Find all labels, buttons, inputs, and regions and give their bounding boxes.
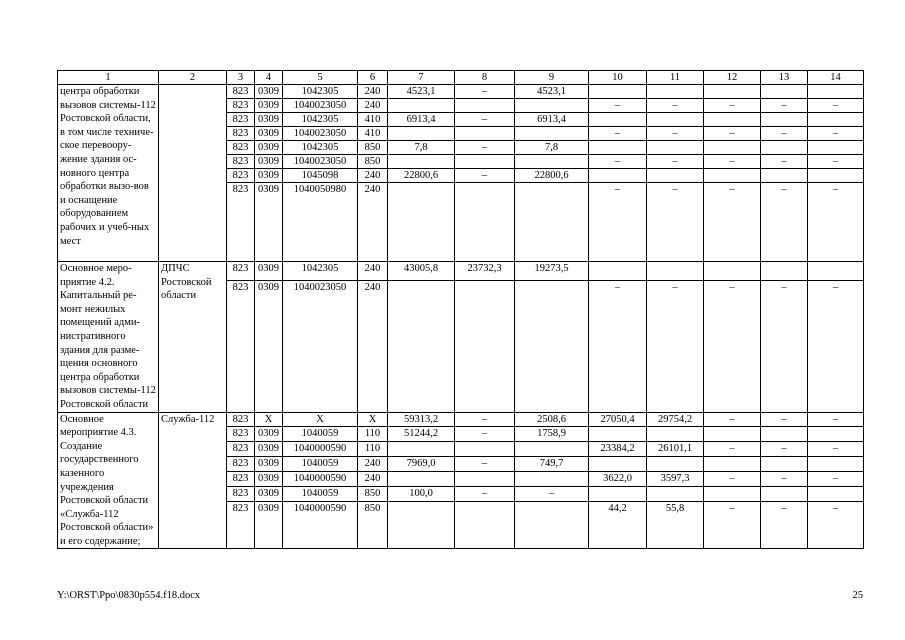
table-cell: 26101,1 xyxy=(647,442,704,457)
table-cell: 850 xyxy=(358,155,388,169)
table-cell: 0309 xyxy=(255,427,283,442)
table-cell: 0309 xyxy=(255,155,283,169)
table-cell: 1040023050 xyxy=(283,99,358,113)
table-cell: – xyxy=(704,412,761,427)
table-cell: 3622,0 xyxy=(589,471,647,486)
table-cell: 240 xyxy=(358,281,388,412)
table-cell xyxy=(589,486,647,501)
table-cell: 240 xyxy=(358,169,388,183)
column-header: 5 xyxy=(283,71,358,85)
table-cell: – xyxy=(704,501,761,549)
table-cell: 1040000590 xyxy=(283,501,358,549)
table-cell: 1040000590 xyxy=(283,471,358,486)
column-header: 14 xyxy=(808,71,864,85)
table-cell: – xyxy=(808,127,864,141)
table-cell: 110 xyxy=(358,427,388,442)
table-cell xyxy=(704,113,761,127)
table-cell: – xyxy=(761,501,808,549)
column-header: 6 xyxy=(358,71,388,85)
table-cell xyxy=(388,183,455,262)
table-cell: 7969,0 xyxy=(388,457,455,472)
table-cell: – xyxy=(808,471,864,486)
table-cell: 43005,8 xyxy=(388,262,455,281)
table-cell: – xyxy=(455,141,515,155)
table-cell xyxy=(455,183,515,262)
table-cell xyxy=(589,169,647,183)
table-cell xyxy=(704,85,761,99)
table-cell xyxy=(589,427,647,442)
table-row xyxy=(58,412,864,427)
table-cell: – xyxy=(515,486,589,501)
table-cell: 22800,6 xyxy=(515,169,589,183)
table-cell: 0309 xyxy=(255,501,283,549)
table-cell xyxy=(515,442,589,457)
responsible-executor: ДПЧС Ростовской области xyxy=(159,262,227,413)
table-cell: – xyxy=(589,155,647,169)
table-cell xyxy=(704,141,761,155)
table-cell xyxy=(515,127,589,141)
table-cell xyxy=(515,99,589,113)
table-cell xyxy=(455,155,515,169)
document-path: Y:\ORST\Ppo\0830p554.f18.docx xyxy=(57,590,201,601)
responsible-executor: Служба-112 xyxy=(159,412,227,549)
table-cell xyxy=(761,262,808,281)
table-body xyxy=(58,71,864,549)
table-cell: – xyxy=(761,127,808,141)
table-cell: – xyxy=(761,183,808,262)
table-cell: 6913,4 xyxy=(515,113,589,127)
table-cell xyxy=(455,99,515,113)
table-cell xyxy=(808,486,864,501)
table-cell: 0309 xyxy=(255,127,283,141)
table-cell: – xyxy=(704,281,761,412)
header-row xyxy=(58,71,864,85)
table-cell xyxy=(808,141,864,155)
table-cell xyxy=(455,442,515,457)
table-cell: 850 xyxy=(358,486,388,501)
table-cell: 0309 xyxy=(255,85,283,99)
measure-description: центра обработки вызовов системы-112 Ростовской области, в том числе техниче-ское перевоору-жение здания ос-новного центра обработки вызо-вов и оснащение оборудованием рабочих и учеб-ных мест xyxy=(58,85,159,262)
table-cell: – xyxy=(704,442,761,457)
table-cell xyxy=(761,169,808,183)
table-cell: 823 xyxy=(227,427,255,442)
table-cell: 110 xyxy=(358,442,388,457)
table-cell: – xyxy=(761,442,808,457)
table-cell: 749,7 xyxy=(515,457,589,472)
table-cell: 1042305 xyxy=(283,113,358,127)
table-cell: 0309 xyxy=(255,442,283,457)
table-cell: – xyxy=(589,183,647,262)
table-cell: 823 xyxy=(227,501,255,549)
table-cell xyxy=(761,427,808,442)
table-cell: – xyxy=(808,99,864,113)
table-cell xyxy=(589,141,647,155)
table-cell: 22800,6 xyxy=(388,169,455,183)
table-cell: 0309 xyxy=(255,457,283,472)
table-cell xyxy=(704,486,761,501)
table-cell: 1042305 xyxy=(283,85,358,99)
table-cell: – xyxy=(455,486,515,501)
table-cell: 240 xyxy=(358,85,388,99)
table-cell: X xyxy=(255,412,283,427)
table-cell xyxy=(388,99,455,113)
table-cell: 823 xyxy=(227,99,255,113)
table-cell xyxy=(388,155,455,169)
column-header: 13 xyxy=(761,71,808,85)
measure-description: Основное мероприятие 4.3. Создание государственного казенного учреждения Ростовской области «Служба-112 Ростовской области» и его содержание; xyxy=(58,412,159,549)
table-cell: 240 xyxy=(358,99,388,113)
table-cell: 823 xyxy=(227,155,255,169)
table-cell: – xyxy=(704,155,761,169)
table-cell xyxy=(808,457,864,472)
table-cell: 51244,2 xyxy=(388,427,455,442)
table-cell: 7,8 xyxy=(388,141,455,155)
column-header: 1 xyxy=(58,71,159,85)
table-cell: 1040000590 xyxy=(283,442,358,457)
table-cell: – xyxy=(455,85,515,99)
table-cell: 850 xyxy=(358,501,388,549)
table-cell: 59313,2 xyxy=(388,412,455,427)
table-cell: 240 xyxy=(358,471,388,486)
table-cell xyxy=(388,281,455,412)
table-cell: 240 xyxy=(358,457,388,472)
table-cell xyxy=(647,141,704,155)
table-cell xyxy=(388,501,455,549)
table-cell: 823 xyxy=(227,262,255,281)
table-cell: 0309 xyxy=(255,281,283,412)
table-cell: 823 xyxy=(227,442,255,457)
table-cell: 823 xyxy=(227,113,255,127)
table-cell: 823 xyxy=(227,281,255,412)
page-number: 25 xyxy=(852,590,863,601)
table-cell xyxy=(515,471,589,486)
table-cell: 19273,5 xyxy=(515,262,589,281)
table-cell: 23384,2 xyxy=(589,442,647,457)
table-cell: – xyxy=(704,471,761,486)
column-header: 10 xyxy=(589,71,647,85)
table-cell: 23732,3 xyxy=(455,262,515,281)
table-cell: – xyxy=(761,155,808,169)
table-cell: – xyxy=(808,183,864,262)
table-cell xyxy=(761,141,808,155)
table-cell xyxy=(704,427,761,442)
table-cell: 0309 xyxy=(255,471,283,486)
table-cell: 0309 xyxy=(255,486,283,501)
table-cell xyxy=(647,427,704,442)
table-cell: – xyxy=(704,183,761,262)
table-cell: 1040023050 xyxy=(283,127,358,141)
column-header: 12 xyxy=(704,71,761,85)
table-cell: 1040059 xyxy=(283,427,358,442)
table-cell: 823 xyxy=(227,486,255,501)
table-cell: 240 xyxy=(358,183,388,262)
table-cell: – xyxy=(704,99,761,113)
table-cell: 0309 xyxy=(255,99,283,113)
table-cell: – xyxy=(589,127,647,141)
table-cell: 0309 xyxy=(255,141,283,155)
table-cell xyxy=(761,486,808,501)
column-header: 9 xyxy=(515,71,589,85)
table-cell: 1042305 xyxy=(283,262,358,281)
table-cell xyxy=(589,113,647,127)
measure-description: Основное меро-приятие 4.2. Капитальный ре-монт нежилых помещений адми-нистративного здания для разме-щения основного центра обработки вызовов системы-112 Ростовской области xyxy=(58,262,159,413)
table-cell xyxy=(647,486,704,501)
table-cell: 823 xyxy=(227,457,255,472)
table-cell: – xyxy=(589,281,647,412)
table-cell: 3597,3 xyxy=(647,471,704,486)
table-cell xyxy=(388,471,455,486)
table-cell xyxy=(761,457,808,472)
table-cell: 7,8 xyxy=(515,141,589,155)
table-cell: 27050,4 xyxy=(589,412,647,427)
table-cell: 1042305 xyxy=(283,141,358,155)
table-cell: 100,0 xyxy=(388,486,455,501)
responsible-executor xyxy=(159,85,227,262)
table-cell: – xyxy=(704,127,761,141)
table-cell: 0309 xyxy=(255,262,283,281)
table-cell xyxy=(647,457,704,472)
table-cell: X xyxy=(358,412,388,427)
table-cell xyxy=(515,281,589,412)
table-row xyxy=(58,262,864,281)
table-cell: 823 xyxy=(227,141,255,155)
table-cell: – xyxy=(761,281,808,412)
table-cell: – xyxy=(808,442,864,457)
table-cell: – xyxy=(455,113,515,127)
column-header: 7 xyxy=(388,71,455,85)
table-cell: 240 xyxy=(358,262,388,281)
table-cell: 4523,1 xyxy=(388,85,455,99)
table-cell xyxy=(761,85,808,99)
column-header: 11 xyxy=(647,71,704,85)
table-cell: 1040023050 xyxy=(283,155,358,169)
table-cell: 823 xyxy=(227,127,255,141)
table-cell: – xyxy=(808,501,864,549)
table-cell: 2508,6 xyxy=(515,412,589,427)
table-cell: 410 xyxy=(358,127,388,141)
table-cell xyxy=(808,262,864,281)
table-cell: 1758,9 xyxy=(515,427,589,442)
table-cell: – xyxy=(761,412,808,427)
table-cell: – xyxy=(455,427,515,442)
table-cell: 823 xyxy=(227,471,255,486)
table-cell xyxy=(704,457,761,472)
table-cell xyxy=(647,85,704,99)
table-cell xyxy=(589,85,647,99)
table-cell: – xyxy=(455,457,515,472)
table-cell: 55,8 xyxy=(647,501,704,549)
table-cell: 0309 xyxy=(255,113,283,127)
table-cell xyxy=(647,262,704,281)
table-cell xyxy=(515,155,589,169)
budget-table xyxy=(57,70,864,549)
table-cell: X xyxy=(283,412,358,427)
column-header: 4 xyxy=(255,71,283,85)
table-cell: 1040023050 xyxy=(283,281,358,412)
table-cell xyxy=(515,183,589,262)
table-cell: – xyxy=(647,183,704,262)
table-cell: 850 xyxy=(358,141,388,155)
table-cell: – xyxy=(808,281,864,412)
table-cell: 823 xyxy=(227,412,255,427)
table-cell: – xyxy=(647,127,704,141)
table-row xyxy=(58,85,864,99)
table-cell: – xyxy=(761,471,808,486)
table-cell: – xyxy=(647,155,704,169)
table-cell: 1040059 xyxy=(283,457,358,472)
table-cell xyxy=(808,169,864,183)
table-cell xyxy=(388,442,455,457)
table-cell xyxy=(388,127,455,141)
table-cell: 29754,2 xyxy=(647,412,704,427)
table-cell xyxy=(515,501,589,549)
table-cell: 823 xyxy=(227,169,255,183)
table-cell xyxy=(589,457,647,472)
table-cell: 0309 xyxy=(255,169,283,183)
table-cell: 410 xyxy=(358,113,388,127)
table-cell: 0309 xyxy=(255,183,283,262)
table-cell xyxy=(808,427,864,442)
table-cell: – xyxy=(808,155,864,169)
table-cell xyxy=(455,281,515,412)
table-cell: – xyxy=(761,99,808,113)
table-cell: 1040059 xyxy=(283,486,358,501)
table-cell: 6913,4 xyxy=(388,113,455,127)
table-cell: – xyxy=(647,281,704,412)
table-cell: 44,2 xyxy=(589,501,647,549)
table-cell xyxy=(647,169,704,183)
table-cell: – xyxy=(647,99,704,113)
table-cell: – xyxy=(808,412,864,427)
table-cell xyxy=(704,262,761,281)
table-cell: – xyxy=(455,412,515,427)
table-cell xyxy=(589,262,647,281)
table-cell xyxy=(647,113,704,127)
table-cell: 823 xyxy=(227,183,255,262)
table-cell: – xyxy=(455,169,515,183)
table-cell xyxy=(808,85,864,99)
column-header: 8 xyxy=(455,71,515,85)
table-cell xyxy=(455,501,515,549)
table-cell xyxy=(808,113,864,127)
table-cell: – xyxy=(589,99,647,113)
table-cell: 4523,1 xyxy=(515,85,589,99)
table-cell xyxy=(761,113,808,127)
table-cell: 1045098 xyxy=(283,169,358,183)
table-cell xyxy=(455,471,515,486)
table-cell xyxy=(704,169,761,183)
column-header: 3 xyxy=(227,71,255,85)
table-cell: 823 xyxy=(227,85,255,99)
column-header: 2 xyxy=(159,71,227,85)
table-cell xyxy=(455,127,515,141)
table-cell: 1040050980 xyxy=(283,183,358,262)
